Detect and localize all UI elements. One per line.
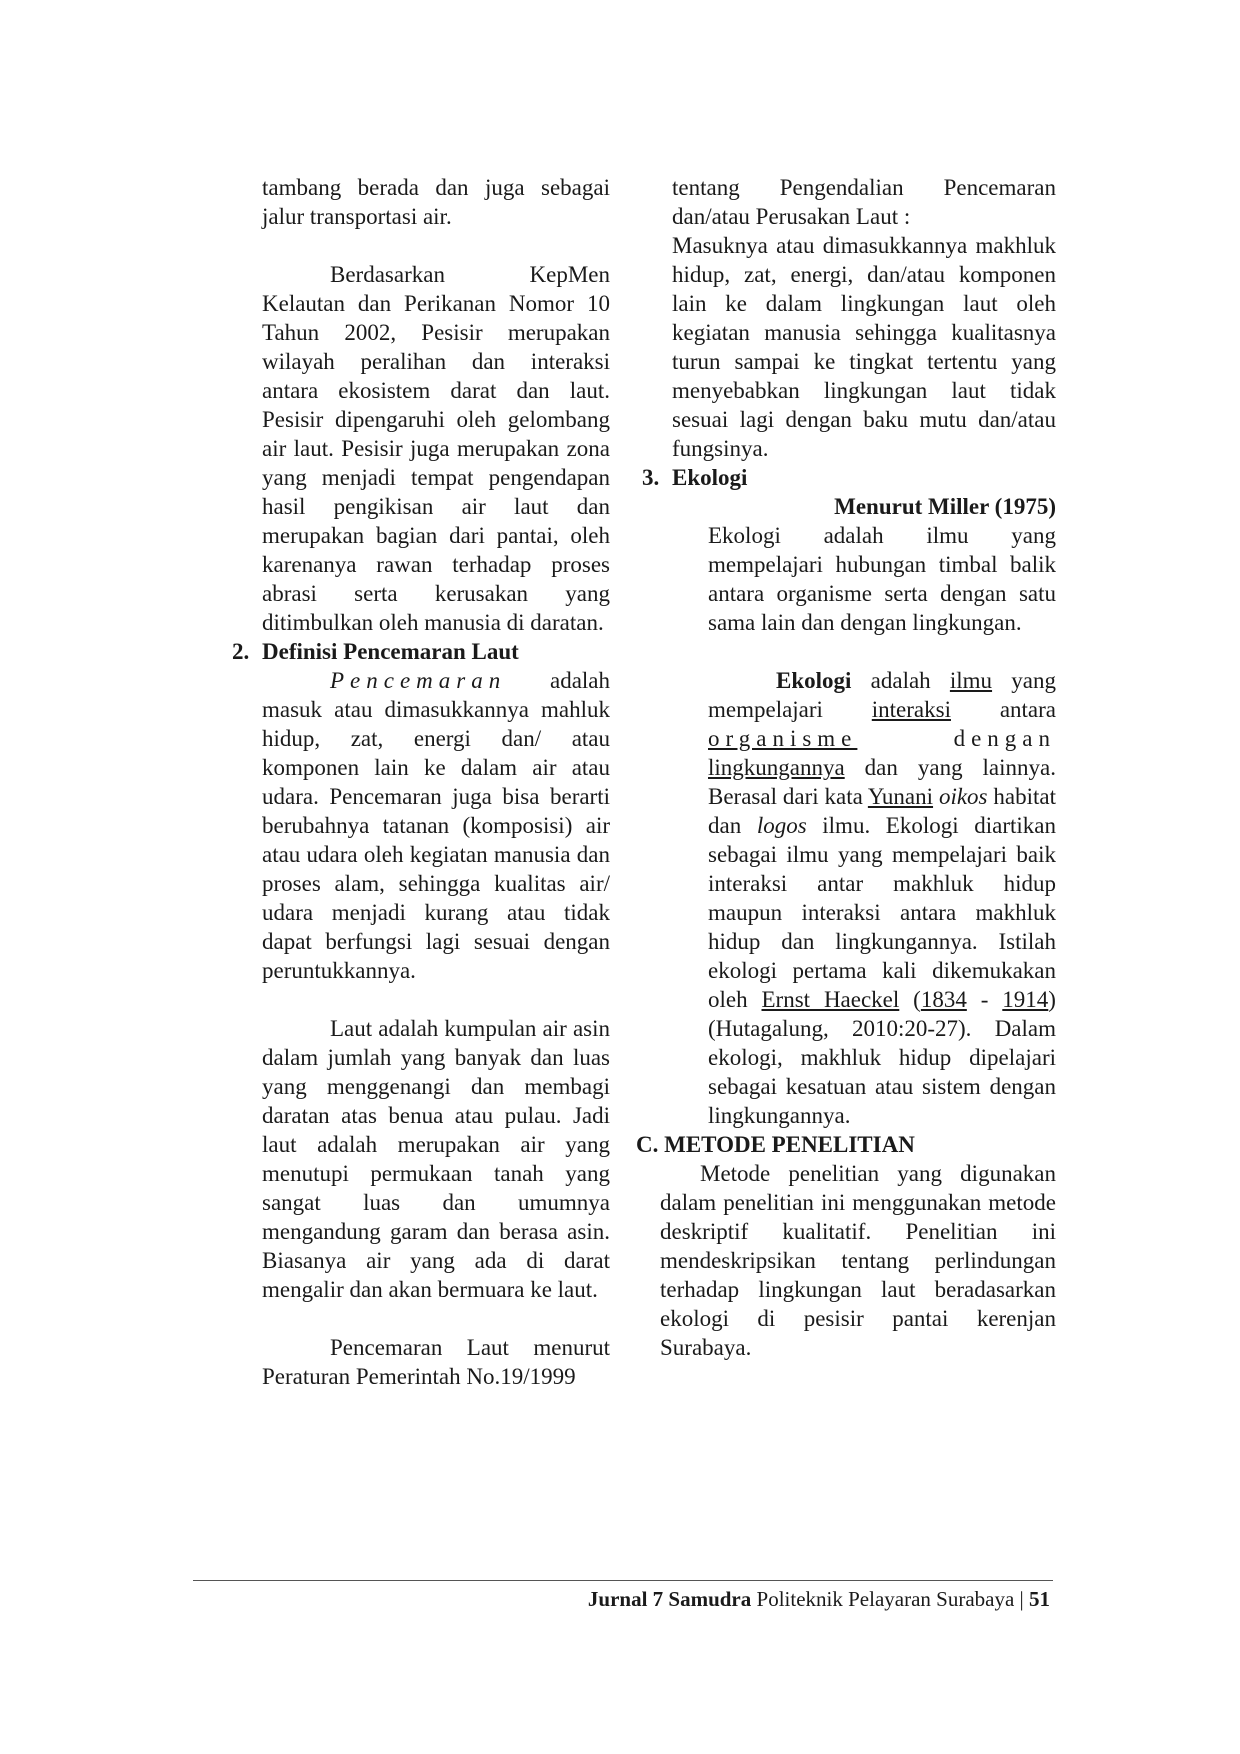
footer-divider [193, 1580, 1053, 1581]
ekologi-block [672, 492, 1056, 1130]
link-1914[interactable]: 1914 [1002, 987, 1049, 1012]
link-yunani[interactable]: Yunani [867, 784, 934, 809]
section-title: Ekologi [672, 465, 748, 490]
link-organisme[interactable]: organisme [708, 726, 858, 751]
section-heading-c: C. METODE PENELITIAN [636, 1132, 915, 1157]
paragraph-kepmen: Berdasarkan KepMen Kelautan dan Perikanan Nomor 10 Tahun 2002, Pesisir merupakan wilayah peralihan dan interaksi antara ekosistem darat dan laut. Pesisir dipengaruhi oleh gelombang air laut. Pesisir juga merupakan zona yang menjadi tempat pengendapan hasil pengikisan air laut dan merupakan bagian dari pantai, oleh karenanya rawan terhadap proses abrasi serta kerusakan yang ditimbulkan oleh manusia di daratan. [262, 262, 610, 635]
paragraph-metode: Metode penelitian yang digunakan dalam penelitian ini menggunakan metode deskriptif kualitatif. Penelitian ini mendeskripsikan tentang perlindungan terhadap lingkungan laut beradasarkan ekologi di pesisir pantai kerenjan Surabaya. [660, 1161, 1056, 1360]
link-interaksi[interactable]: interaksi [871, 697, 951, 722]
paragraph-tambang: tambang berada dan juga sebagai jalur transportasi air. [262, 175, 610, 229]
link-lingkungannya[interactable]: lingkungannya [708, 755, 845, 780]
page-footer [588, 1585, 1050, 1614]
paragraph-laut: Laut adalah kumpulan air asin dalam jumlah yang banyak dan luas yang menggenangi dan membagi daratan atas benua atau pulau. Jadi laut adalah merupakan air yang menutupi permukaan tanah yang sangat luas dan umumnya mengandung garam dan berasa asin. Biasanya air yang ada di darat mengalir dan akan bermuara ke laut. [262, 1016, 610, 1302]
paragraph-ekologi: Ekologi adalah ilmu yang mempelajari interaksi antara organisme dengan lingkungannya dan yang lainnya. Berasal dari kata Yunani oikos habitat dan logos ilmu. Ekologi diartikan sebagai ilmu yang mempelajari baik interaksi antar makhluk hidup maupun interaksi antara makhluk hidup dan lingkungannya. Istilah ekologi pertama kali dikemukakan oleh Ernst Haeckel (1834 - 1914) (Hutagalung, 2010:20-27). Dalam ekologi, makhluk hidup dipelajari sebagai kesatuan atau sistem dengan lingkungannya. [708, 668, 1056, 1128]
right-column [636, 173, 1056, 1362]
paragraph-miller: Ekologi adalah ilmu yang mempelajari hubungan timbal balik antara organisme serta dengan satu sama lain dan dengan lingkungan. [708, 523, 1056, 635]
paragraph-tentang: tentang Pengendalian Pencemaran dan/atau Perusakan Laut : [672, 175, 1056, 229]
section-number: 3. [642, 465, 660, 490]
left-column [232, 173, 610, 1391]
italic-term: Pencemaran [330, 668, 507, 693]
institution-name: Politeknik Pelayaran Surabaya [751, 1587, 1015, 1611]
journal-name: Jurnal 7 Samudra [587, 1587, 752, 1611]
link-ernst-haeckel[interactable]: Ernst Haeckel [761, 987, 900, 1012]
citation-miller: Menurut Miller (1975) [834, 494, 1056, 519]
paragraph-definition: Masuknya atau dimasukkannya makhluk hidup, zat, energi, dan/atau komponen lain ke dalam lingkungan laut oleh kegiatan manusia sehingga kualitasnya turun sampai ke tingkat tertentu yang menyebabkan lingkungan laut tidak sesuai lagi dengan baku mutu dan/atau fungsinya. [672, 233, 1056, 461]
page-number: 51 [1029, 1587, 1050, 1611]
section-number: 2. [232, 639, 250, 664]
section-title: Definisi Pencemaran Laut [262, 639, 519, 664]
paragraph-pp: Pencemaran Laut menurut Peraturan Pemerintah No.19/1999 [262, 1335, 610, 1389]
footer-separator: | [1014, 1587, 1029, 1611]
link-1834[interactable]: 1834 [920, 987, 967, 1012]
link-ilmu[interactable]: ilmu [949, 668, 993, 693]
paragraph-pencemaran: Pencemaran adalah masuk atau dimasukkannya mahluk hidup, zat, energi dan/ atau komponen lain ke dalam air atau udara. Pencemaran juga bisa berarti berubahnya tatanan (komposisi) air atau udara oleh kegiatan manusia dan proses alam, sehingga kualitas air/ udara menjadi kurang atau tidak dapat berfungsi lagi sesuai dengan peruntukkannya. [262, 668, 610, 983]
section-heading-2 [232, 637, 610, 666]
section-heading-3 [642, 463, 1056, 492]
